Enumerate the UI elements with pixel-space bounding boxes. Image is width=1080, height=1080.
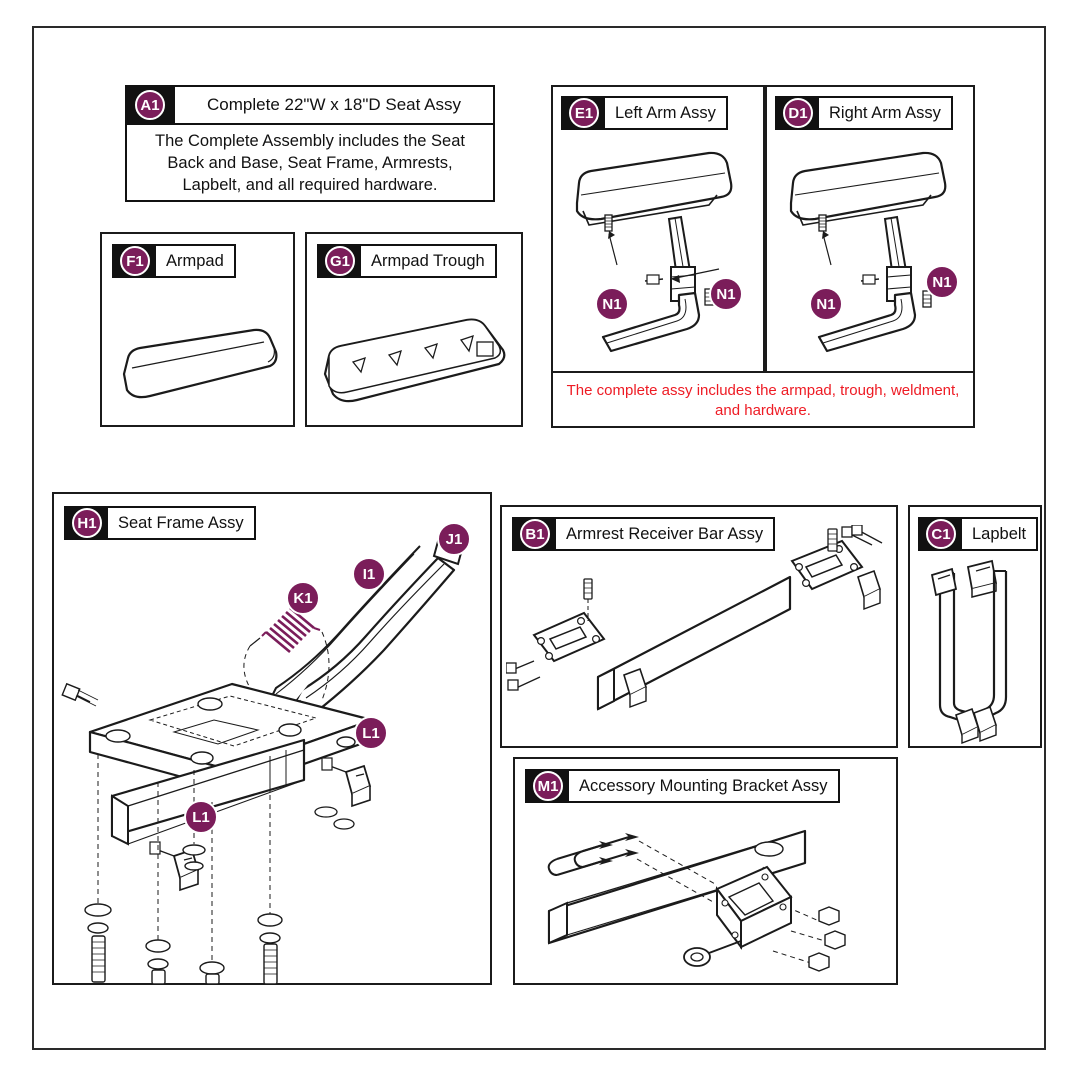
g1-badge xyxy=(317,244,361,278)
bracket-l1-right xyxy=(322,758,370,806)
callout-bubble-b1: B1 xyxy=(520,519,550,549)
callout-bubble-d1: D1 xyxy=(783,98,813,128)
left-arm-assy-illustration xyxy=(559,139,759,369)
panel-arm-assy-note xyxy=(551,373,975,428)
h1-title: Seat Frame Assy xyxy=(108,506,256,540)
callout-bubble-n1: N1 xyxy=(809,287,843,321)
a1-title: Complete 22"W x 18"D Seat Assy xyxy=(173,87,493,123)
panel-h1-seat-frame-assy xyxy=(52,492,492,985)
callout-i1 xyxy=(352,557,386,591)
e1-label-strip xyxy=(561,96,728,130)
callout-n1-d1-right xyxy=(925,265,959,299)
d1-label-strip xyxy=(775,96,953,130)
callout-bubble-f1: F1 xyxy=(120,246,150,276)
f1-title: Armpad xyxy=(156,244,236,278)
callout-bubble-h1: H1 xyxy=(72,508,102,538)
callout-bubble-m1: M1 xyxy=(533,771,563,801)
e1-badge xyxy=(561,96,605,130)
lapbelt-illustration xyxy=(914,555,1040,745)
d1-badge xyxy=(775,96,819,130)
callout-bubble-e1: E1 xyxy=(569,98,599,128)
callout-bubble-j1: J1 xyxy=(437,522,471,556)
panel-a1-complete-seat-assy xyxy=(125,85,495,202)
armpad-trough-illustration xyxy=(317,306,517,416)
right-arm-assy-illustration xyxy=(773,139,973,369)
a1-badge xyxy=(127,87,173,123)
m1-title: Accessory Mounting Bracket Assy xyxy=(569,769,840,803)
callout-bubble-n1: N1 xyxy=(925,265,959,299)
g1-title: Armpad Trough xyxy=(361,244,497,278)
panel-b1-armrest-receiver-bar xyxy=(500,505,898,748)
a1-header xyxy=(127,87,493,125)
panel-g1-armpad-trough xyxy=(305,232,523,427)
c1-title: Lapbelt xyxy=(962,517,1038,551)
mounting-bracket-illustration xyxy=(519,811,897,983)
seat-frame-illustration xyxy=(54,514,494,984)
a1-description: The Complete Assembly includes the Seat Back and Base, Seat Frame, Armrests, Lapbelt, and all required hardware. xyxy=(155,132,465,194)
b1-title: Armrest Receiver Bar Assy xyxy=(556,517,775,551)
d1-title: Right Arm Assy xyxy=(819,96,953,130)
c1-badge xyxy=(918,517,962,551)
c1-label-strip xyxy=(918,517,1038,551)
f1-badge xyxy=(112,244,156,278)
panel-c1-lapbelt xyxy=(908,505,1042,748)
receiver-bar-illustration xyxy=(506,525,896,747)
panel-m1-accessory-mounting-bracket xyxy=(513,757,898,985)
callout-l1-right xyxy=(354,716,388,750)
g1-label-strip xyxy=(317,244,497,278)
callout-l1-left xyxy=(184,800,218,834)
callout-bubble-c1: C1 xyxy=(926,519,956,549)
callout-bubble-i1: I1 xyxy=(352,557,386,591)
callout-bubble-l1: L1 xyxy=(184,800,218,834)
m1-label-strip xyxy=(525,769,840,803)
callout-bubble-n1: N1 xyxy=(709,277,743,311)
callout-bubble-l1: L1 xyxy=(354,716,388,750)
callout-bubble-g1: G1 xyxy=(325,246,355,276)
callout-bubble-k1: K1 xyxy=(286,581,320,615)
panel-e1-left-arm-assy xyxy=(551,85,765,373)
callout-k1 xyxy=(286,581,320,615)
callout-bubble-n1: N1 xyxy=(595,287,629,321)
panel-f1-armpad xyxy=(100,232,295,427)
e1-title: Left Arm Assy xyxy=(605,96,728,130)
m1-badge xyxy=(525,769,569,803)
panel-d1-right-arm-assy xyxy=(765,85,975,373)
armpad-illustration xyxy=(114,312,289,412)
callout-j1 xyxy=(437,522,471,556)
callout-n1-d1-left xyxy=(809,287,843,321)
callout-bubble-a1: A1 xyxy=(135,90,165,120)
f1-label-strip xyxy=(112,244,236,278)
callout-n1-e1-right xyxy=(709,277,743,311)
arm-assy-note-text: The complete assy includes the armpad, trough, weldment, and hardware. xyxy=(566,382,960,419)
callout-n1-e1-left xyxy=(595,287,629,321)
